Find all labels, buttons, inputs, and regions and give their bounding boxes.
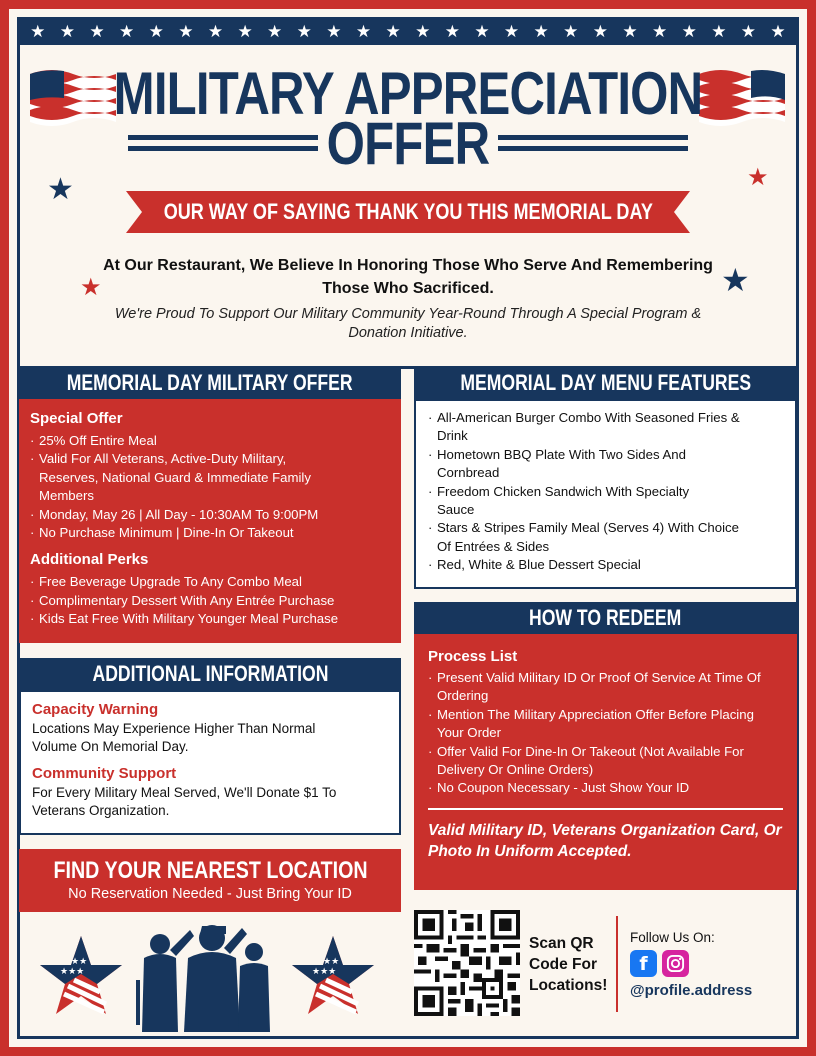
perks-list [30, 573, 390, 628]
list-item: · Free Beverage Upgrade To Any Combo Meal [30, 573, 390, 591]
svg-text:★★★: ★★★ [312, 967, 337, 977]
svg-text:★★: ★★ [71, 957, 88, 967]
valid-id-note: Valid Military ID, Veterans Organization Card, Or Photo In Uniform Accepted. [428, 821, 782, 860]
find-location-box [19, 849, 401, 912]
ribbon-text: OUR WAY OF SAYING THANK YOU THIS MEMORIAL DAY [163, 199, 653, 224]
special-offer-list [30, 432, 390, 542]
community-title: Community Support [32, 764, 177, 782]
qr-code-icon[interactable] [414, 910, 520, 1016]
list-item: · Kids Eat Free With Military Younger Meal Purchase [30, 610, 390, 628]
list-item: · Complimentary Dessert With Any Entrée Purchase [30, 592, 390, 610]
capacity-title: Capacity Warning [32, 701, 159, 718]
list-item: · Stars & Stripes Family Meal (Serves 4) With Choice Of Entrées & Sides [428, 519, 783, 556]
list-item: · Offer Valid For Dine-In Or Takeout (Not Available For Delivery Or Online Orders) [428, 743, 783, 780]
list-item: · 25% Off Entire Meal [30, 432, 390, 450]
star-icon: ★ [721, 262, 750, 298]
star-bar: ★ ★ ★ ★ ★ ★ ★ ★ ★ ★ ★ ★ ★ ★ ★ ★ ★ ★ ★ ★ ★ ★ ★ ★ ★ ★ [17, 17, 799, 45]
list-item: · Valid For All Veterans, Active-Duty Military, Reserves, National Guard & Immediate Family Members [30, 450, 390, 505]
scan-qr-text: Scan QR Code For Locations! [529, 935, 608, 994]
list-item: · No Coupon Necessary - Just Show Your ID [428, 779, 783, 797]
main-title: MILITARY APPRECIATION [113, 60, 703, 127]
svg-text:★★: ★★ [323, 957, 340, 967]
list-item: · Freedom Chicken Sandwich With Specialty Sauce [428, 483, 783, 520]
menu-box [414, 399, 797, 589]
list-item: · Mention The Military Appreciation Offer Before Placing Your Order [428, 706, 783, 743]
special-offer-title: Special Offer [30, 410, 123, 427]
vertical-divider [616, 916, 618, 1012]
list-item: · No Purchase Minimum | Dine-In Or Takeout [30, 524, 390, 542]
instagram-icon[interactable] [662, 950, 689, 977]
menu-list [428, 409, 783, 575]
star-icon: ★ [80, 274, 102, 301]
intro-subtext: We're Proud To Support Our Military Community Year-Round Through A Special Program & Donation Initiative. [114, 306, 702, 341]
list-item: · Hometown BBQ Plate With Two Sides And Cornbread [428, 446, 783, 483]
info-heading: ADDITIONAL INFORMATION [19, 658, 401, 690]
patriotic-star-left-icon [38, 934, 124, 1018]
process-list [428, 669, 783, 798]
patriotic-star-right-icon [290, 934, 376, 1018]
list-item: · All-American Burger Combo With Seasoned Fries & Drink [428, 409, 783, 446]
find-location-subtitle: No Reservation Needed - Just Bring Your ID [68, 886, 352, 902]
redeem-box [414, 634, 797, 890]
info-box [19, 690, 401, 835]
menu-heading: MEMORIAL DAY MENU FEATURES [414, 367, 797, 399]
list-item: · Monday, May 26 | All Day - 10:30AM To 9:00PM [30, 506, 390, 524]
intro-statement: At Our Restaurant, We Believe In Honoring Those Who Serve And Remembering Those Who Sacrificed. [103, 257, 713, 297]
list-item: · Red, White & Blue Dessert Special [428, 556, 783, 574]
star-icon: ★ [47, 173, 74, 206]
facebook-icon[interactable]: f [630, 950, 657, 977]
process-title: Process List [428, 648, 518, 665]
offer-box [19, 399, 401, 643]
additional-perks-title: Additional Perks [30, 551, 149, 569]
social-handle[interactable]: @profile.address [630, 982, 753, 999]
list-item: · Present Valid Military ID Or Proof Of Service At Time Of Ordering [428, 669, 783, 706]
follow-us-label: Follow Us On: [630, 930, 715, 945]
community-text: For Every Military Meal Served, We'll Donate $1 To Veterans Organization. [32, 784, 337, 819]
capacity-text: Locations May Experience Higher Than Normal Volume On Memorial Day. [32, 721, 316, 755]
soldiers-silhouette-icon [130, 920, 280, 1032]
star-icon: ★ [747, 164, 769, 191]
redeem-heading: HOW TO REDEEM [414, 602, 797, 634]
find-location-title: FIND YOUR NEAREST LOCATION [53, 857, 368, 884]
offer-heading: MEMORIAL DAY MILITARY OFFER [19, 367, 401, 399]
redeem-divider [428, 808, 783, 810]
svg-text:★★★: ★★★ [60, 967, 85, 977]
main-title-offer: OFFER [326, 110, 490, 177]
